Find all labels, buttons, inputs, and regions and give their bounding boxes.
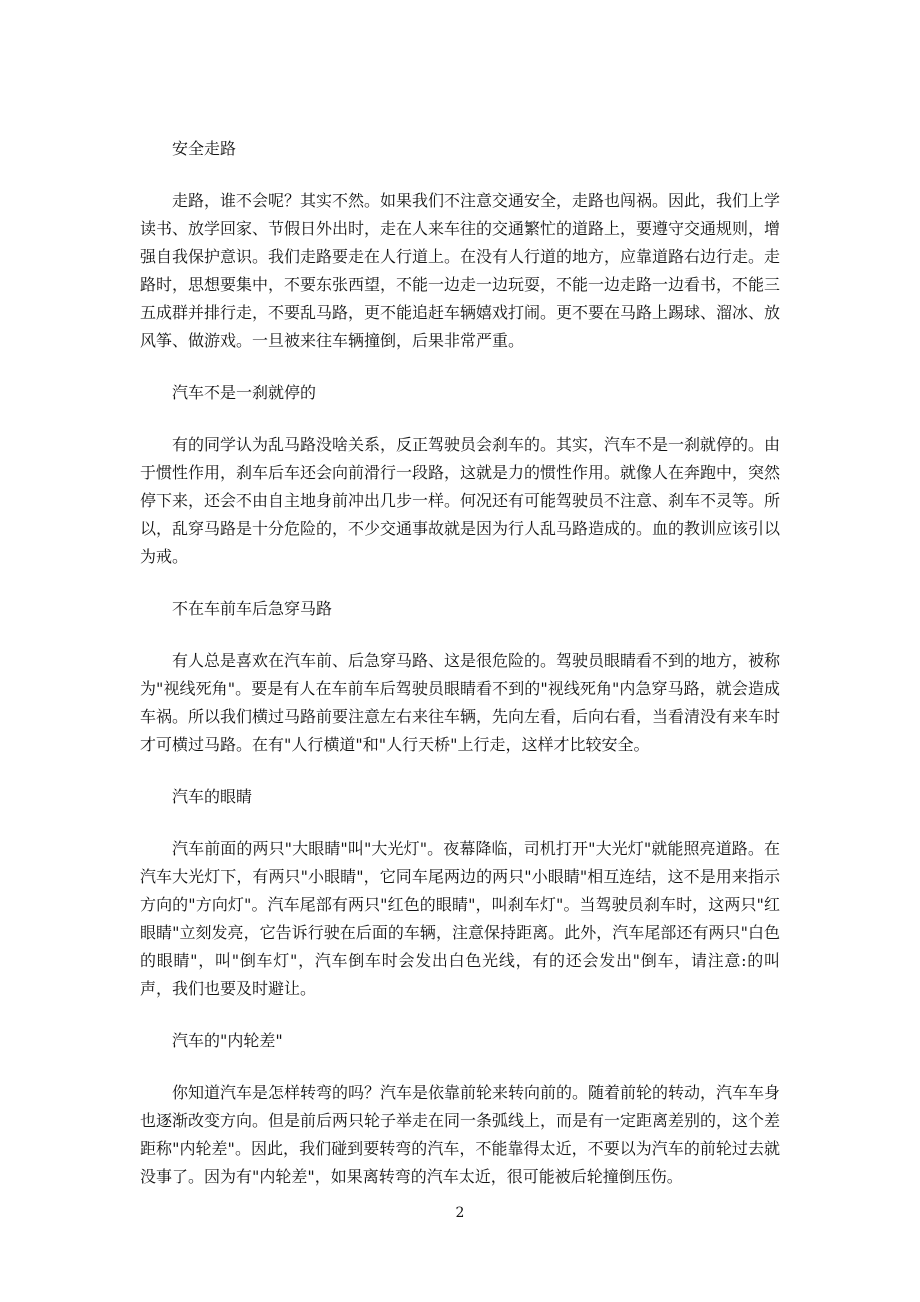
document-body bbox=[140, 135, 780, 1215]
section-heading-crossing: 不在车前车后急穿马路 bbox=[172, 599, 333, 618]
section-body-braking: 有的同学认为乱马路没啥关系，反正驾驶员会刹车的。其实，汽车不是一刹就停的。由于惯性作用，刹车后车还会向前滑行一段路，这就是力的惯性作用。就像人在奔跑中，突然停下来，还会不由自主地身前冲出几步一样。何况还有可能驾驶员不注意、刹车不灵等。所以，乱穿马路是十分危险的，不少交通事故就是因为行人乱马路造成的。血的教训应该引以为戒。 bbox=[140, 435, 781, 566]
section-body-crossing: 有人总是喜欢在汽车前、后急穿马路、这是很危险的。驾驶员眼睛看不到的地方，被称为"视线死角"。要是有人在车前车后驾驶员眼睛看不到的"视线死角"内急穿马路，就会造成车祸。所以我们横过马路前要注意左右来往车辆，先向左看，后向右看，当看清没有来车时才可横过马路。在有"人行横道"和"人行天桥"上行走，这样才比较安全。 bbox=[140, 651, 781, 754]
section-heading-safe-walking: 安全走路 bbox=[172, 139, 237, 158]
section-heading-braking: 汽车不是一刹就停的 bbox=[172, 383, 317, 402]
section-heading-inner-wheel: 汽车的"内轮差" bbox=[172, 1031, 283, 1050]
section-body-inner-wheel: 你知道汽车是怎样转弯的吗？汽车是依靠前轮来转向前的。随着前轮的转动，汽车车身也逐渐改变方向。但是前后两只轮子举走在同一条弧线上，而是有一定距离差别的，这个差距称"内轮差"。因此，我们碰到要转弯的汽车，不能靠得太近，不要以为汽车的前轮过去就没事了。因为有"内轮差"，如果离转弯的汽车太近，很可能被后轮撞倒压伤。 bbox=[140, 1083, 781, 1186]
section-heading-car-eyes: 汽车的眼睛 bbox=[172, 787, 253, 806]
page-number: 2 bbox=[455, 1205, 465, 1221]
section-body-car-eyes: 汽车前面的两只"大眼睛"叫"大光灯"。夜幕降临，司机打开"大光灯"就能照亮道路。在汽车大光灯下，有两只"小眼睛"，它同车尾两边的两只"小眼睛"相互连结，这不是用来指示方向的"方向灯"。汽车尾部有两只"红色的眼睛"，叫刹车灯"。当驾驶员刹车时，这两只"红眼睛"立刻发亮，它告诉行驶在后面的车辆，注意保持距离。此外，汽车尾部还有两只"白色的眼睛"，叫"倒车灯"，汽车倒车时会发出白色光线，有的还会发出"倒车，请注意:的叫声，我们也要及时避让。 bbox=[140, 839, 780, 998]
section-body-safe-walking: 走路，谁不会呢？其实不然。如果我们不注意交通安全，走路也闯祸。因此，我们上学读书、放学回家、节假日外出时，走在人来车往的交通繁忙的道路上，要遵守交通规则，增强自我保护意识。我们走路要走在人行道上。在没有人行道的地方，应靠道路右边行走。走路时，思想要集中，不要东张西望，不能一边走一边玩耍，不能一边走路一边看书，不能三五成群并排行走，不要乱马路，更不能追赶车辆嬉戏打闹。更不要在马路上踢球、溜冰、放风筝、做游戏。一旦被来往车辆撞倒，后果非常严重。 bbox=[140, 191, 781, 350]
